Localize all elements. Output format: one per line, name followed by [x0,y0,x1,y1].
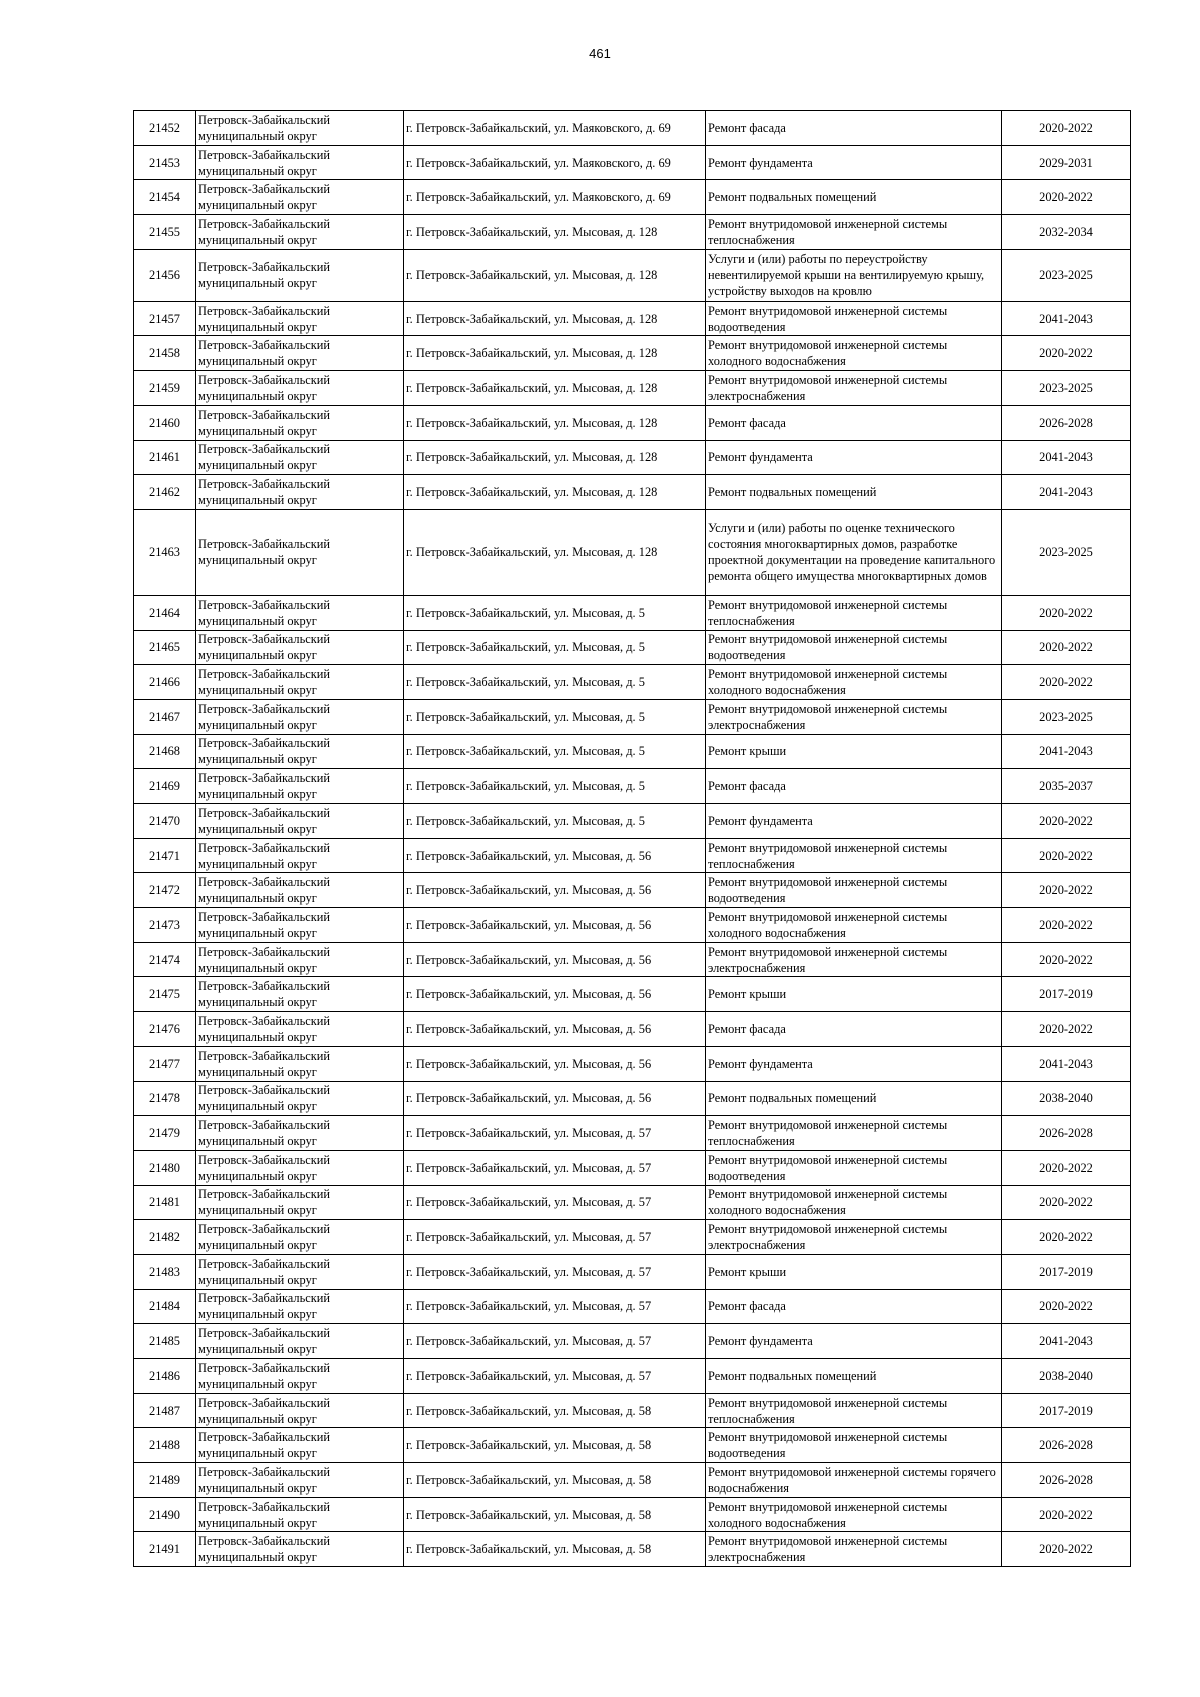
work-type-cell: Ремонт фасада [706,111,1002,146]
period-cell: 2020-2022 [1002,336,1131,371]
municipality-cell: Петровск-Забайкальский муниципальный округ [196,1289,404,1324]
period-cell: 2017-2019 [1002,1254,1131,1289]
work-type-cell: Ремонт внутридомовой инженерной системы горячего водоснабжения [706,1463,1002,1498]
address-cell: г. Петровск-Забайкальский, ул. Мысовая, д. 128 [404,475,706,510]
row-number-cell: 21472 [134,873,196,908]
table-row [134,1116,1131,1151]
address-cell: г. Петровск-Забайкальский, ул. Маяковского, д. 69 [404,145,706,180]
period-cell: 2020-2022 [1002,1012,1131,1047]
address-cell: г. Петровск-Забайкальский, ул. Мысовая, д. 5 [404,699,706,734]
municipality-cell: Петровск-Забайкальский муниципальный округ [196,405,404,440]
table-row [134,1254,1131,1289]
address-cell: г. Петровск-Забайкальский, ул. Мысовая, д. 56 [404,1012,706,1047]
row-number-cell: 21461 [134,440,196,475]
row-number-cell: 21475 [134,977,196,1012]
period-cell: 2020-2022 [1002,665,1131,700]
row-number-cell: 21470 [134,804,196,839]
period-cell: 2026-2028 [1002,1428,1131,1463]
table-row [134,630,1131,665]
address-cell: г. Петровск-Забайкальский, ул. Мысовая, д. 128 [404,405,706,440]
row-number-cell: 21482 [134,1220,196,1255]
period-cell: 2038-2040 [1002,1081,1131,1116]
period-cell: 2020-2022 [1002,838,1131,873]
municipality-cell: Петровск-Забайкальский муниципальный округ [196,1428,404,1463]
row-number-cell: 21465 [134,630,196,665]
municipality-cell: Петровск-Забайкальский муниципальный округ [196,1012,404,1047]
row-number-cell: 21455 [134,215,196,250]
address-cell: г. Петровск-Забайкальский, ул. Мысовая, д. 57 [404,1116,706,1151]
municipality-cell: Петровск-Забайкальский муниципальный округ [196,1150,404,1185]
row-number-cell: 21469 [134,769,196,804]
table-row [134,180,1131,215]
work-type-cell: Ремонт фундамента [706,1324,1002,1359]
row-number-cell: 21466 [134,665,196,700]
work-type-cell: Ремонт внутридомовой инженерной системы холодного водоснабжения [706,336,1002,371]
work-type-cell: Ремонт крыши [706,1254,1002,1289]
table-row [134,769,1131,804]
period-cell: 2023-2025 [1002,509,1131,595]
row-number-cell: 21484 [134,1289,196,1324]
period-cell: 2020-2022 [1002,1532,1131,1567]
work-type-cell: Ремонт внутридомовой инженерной системы теплоснабжения [706,838,1002,873]
municipality-cell: Петровск-Забайкальский муниципальный округ [196,336,404,371]
table-row [134,336,1131,371]
municipality-cell: Петровск-Забайкальский муниципальный округ [196,595,404,630]
municipality-cell: Петровск-Забайкальский муниципальный округ [196,977,404,1012]
table-row [134,1497,1131,1532]
period-cell: 2023-2025 [1002,249,1131,301]
period-cell: 2020-2022 [1002,873,1131,908]
row-number-cell: 21491 [134,1532,196,1567]
work-type-cell: Ремонт подвальных помещений [706,180,1002,215]
row-number-cell: 21456 [134,249,196,301]
work-type-cell: Ремонт фасада [706,405,1002,440]
work-type-cell: Ремонт внутридомовой инженерной системы теплоснабжения [706,215,1002,250]
municipality-cell: Петровск-Забайкальский муниципальный округ [196,1220,404,1255]
work-type-cell: Ремонт фасада [706,1012,1002,1047]
table-row [134,942,1131,977]
row-number-cell: 21486 [134,1359,196,1394]
address-cell: г. Петровск-Забайкальский, ул. Мысовая, д. 56 [404,977,706,1012]
period-cell: 2020-2022 [1002,111,1131,146]
row-number-cell: 21459 [134,371,196,406]
table-row [134,1324,1131,1359]
row-number-cell: 21453 [134,145,196,180]
table-row [134,595,1131,630]
period-cell: 2020-2022 [1002,1220,1131,1255]
row-number-cell: 21487 [134,1393,196,1428]
period-cell: 2023-2025 [1002,699,1131,734]
period-cell: 2038-2040 [1002,1359,1131,1394]
table-row [134,1393,1131,1428]
row-number-cell: 21488 [134,1428,196,1463]
period-cell: 2020-2022 [1002,630,1131,665]
address-cell: г. Петровск-Забайкальский, ул. Мысовая, д. 5 [404,630,706,665]
table-row [134,1359,1131,1394]
table-row [134,1012,1131,1047]
page-number: 461 [589,46,611,61]
work-type-cell: Ремонт подвальных помещений [706,1359,1002,1394]
period-cell: 2029-2031 [1002,145,1131,180]
table-row [134,371,1131,406]
municipality-cell: Петровск-Забайкальский муниципальный округ [196,1463,404,1498]
work-type-cell: Ремонт внутридомовой инженерной системы холодного водоснабжения [706,1497,1002,1532]
period-cell: 2041-2043 [1002,475,1131,510]
address-cell: г. Петровск-Забайкальский, ул. Мысовая, д. 128 [404,509,706,595]
row-number-cell: 21483 [134,1254,196,1289]
address-cell: г. Петровск-Забайкальский, ул. Мысовая, д. 57 [404,1359,706,1394]
municipality-cell: Петровск-Забайкальский муниципальный округ [196,1254,404,1289]
address-cell: г. Петровск-Забайкальский, ул. Мысовая, д. 58 [404,1393,706,1428]
work-type-cell: Ремонт внутридомовой инженерной системы теплоснабжения [706,1393,1002,1428]
work-type-cell: Услуги и (или) работы по оценке технического состояния многоквартирных домов, разработке проектной документации на проведение капитального ремонта общего имущества многоквартирных домов [706,509,1002,595]
table-row [134,1150,1131,1185]
table-row [134,908,1131,943]
period-cell: 2020-2022 [1002,1289,1131,1324]
address-cell: г. Петровск-Забайкальский, ул. Мысовая, д. 5 [404,804,706,839]
repair-schedule-table [133,110,1131,1567]
row-number-cell: 21477 [134,1046,196,1081]
address-cell: г. Петровск-Забайкальский, ул. Мысовая, д. 57 [404,1185,706,1220]
row-number-cell: 21479 [134,1116,196,1151]
municipality-cell: Петровск-Забайкальский муниципальный округ [196,769,404,804]
address-cell: г. Петровск-Забайкальский, ул. Мысовая, д. 128 [404,301,706,336]
address-cell: г. Петровск-Забайкальский, ул. Мысовая, д. 56 [404,1046,706,1081]
work-type-cell: Ремонт внутридомовой инженерной системы холодного водоснабжения [706,908,1002,943]
work-type-cell: Ремонт внутридомовой инженерной системы водоотведения [706,630,1002,665]
municipality-cell: Петровск-Забайкальский муниципальный округ [196,1532,404,1567]
period-cell: 2020-2022 [1002,1150,1131,1185]
table-row [134,804,1131,839]
address-cell: г. Петровск-Забайкальский, ул. Мысовая, д. 56 [404,908,706,943]
municipality-cell: Петровск-Забайкальский муниципальный округ [196,942,404,977]
work-type-cell: Ремонт фундамента [706,145,1002,180]
municipality-cell: Петровск-Забайкальский муниципальный округ [196,1324,404,1359]
table-row [134,977,1131,1012]
row-number-cell: 21476 [134,1012,196,1047]
municipality-cell: Петровск-Забайкальский муниципальный округ [196,665,404,700]
period-cell: 2041-2043 [1002,440,1131,475]
work-type-cell: Ремонт крыши [706,734,1002,769]
municipality-cell: Петровск-Забайкальский муниципальный округ [196,734,404,769]
address-cell: г. Петровск-Забайкальский, ул. Мысовая, д. 57 [404,1254,706,1289]
period-cell: 2035-2037 [1002,769,1131,804]
row-number-cell: 21489 [134,1463,196,1498]
period-cell: 2020-2022 [1002,595,1131,630]
table-row [134,665,1131,700]
row-number-cell: 21452 [134,111,196,146]
period-cell: 2026-2028 [1002,405,1131,440]
table-row [134,1289,1131,1324]
municipality-cell: Петровск-Забайкальский муниципальный округ [196,1497,404,1532]
municipality-cell: Петровск-Забайкальский муниципальный округ [196,1393,404,1428]
work-type-cell: Ремонт подвальных помещений [706,475,1002,510]
municipality-cell: Петровск-Забайкальский муниципальный округ [196,249,404,301]
address-cell: г. Петровск-Забайкальский, ул. Мысовая, д. 5 [404,665,706,700]
period-cell: 2020-2022 [1002,908,1131,943]
table-row [134,301,1131,336]
row-number-cell: 21481 [134,1185,196,1220]
address-cell: г. Петровск-Забайкальский, ул. Мысовая, д. 5 [404,595,706,630]
table-row [134,509,1131,595]
municipality-cell: Петровск-Забайкальский муниципальный округ [196,301,404,336]
address-cell: г. Петровск-Забайкальский, ул. Мысовая, д. 56 [404,1081,706,1116]
address-cell: г. Петровск-Забайкальский, ул. Мысовая, д. 5 [404,734,706,769]
table-row [134,1463,1131,1498]
work-type-cell: Ремонт фундамента [706,1046,1002,1081]
work-type-cell: Услуги и (или) работы по переустройству невентилируемой крыши на вентилируемую крышу, устройству выходов на кровлю [706,249,1002,301]
table-row [134,838,1131,873]
row-number-cell: 21474 [134,942,196,977]
work-type-cell: Ремонт фундамента [706,440,1002,475]
municipality-cell: Петровск-Забайкальский муниципальный округ [196,1116,404,1151]
address-cell: г. Петровск-Забайкальский, ул. Мысовая, д. 57 [404,1220,706,1255]
municipality-cell: Петровск-Забайкальский муниципальный округ [196,1081,404,1116]
municipality-cell: Петровск-Забайкальский муниципальный округ [196,475,404,510]
address-cell: г. Петровск-Забайкальский, ул. Мысовая, д. 58 [404,1497,706,1532]
municipality-cell: Петровск-Забайкальский муниципальный округ [196,145,404,180]
period-cell: 2017-2019 [1002,1393,1131,1428]
work-type-cell: Ремонт внутридомовой инженерной системы электроснабжения [706,1532,1002,1567]
address-cell: г. Петровск-Забайкальский, ул. Мысовая, д. 58 [404,1428,706,1463]
municipality-cell: Петровск-Забайкальский муниципальный округ [196,111,404,146]
address-cell: г. Петровск-Забайкальский, ул. Мысовая, д. 58 [404,1532,706,1567]
table-row [134,699,1131,734]
address-cell: г. Петровск-Забайкальский, ул. Мысовая, д. 56 [404,838,706,873]
work-type-cell: Ремонт внутридомовой инженерной системы водоотведения [706,1428,1002,1463]
period-cell: 2017-2019 [1002,977,1131,1012]
row-number-cell: 21468 [134,734,196,769]
period-cell: 2020-2022 [1002,1185,1131,1220]
address-cell: г. Петровск-Забайкальский, ул. Мысовая, д. 128 [404,249,706,301]
municipality-cell: Петровск-Забайкальский муниципальный округ [196,699,404,734]
address-cell: г. Петровск-Забайкальский, ул. Маяковского, д. 69 [404,180,706,215]
address-cell: г. Петровск-Забайкальский, ул. Маяковского, д. 69 [404,111,706,146]
table-row [134,405,1131,440]
table-row [134,1220,1131,1255]
municipality-cell: Петровск-Забайкальский муниципальный округ [196,509,404,595]
work-type-cell: Ремонт внутридомовой инженерной системы водоотведения [706,873,1002,908]
table-row [134,734,1131,769]
period-cell: 2032-2034 [1002,215,1131,250]
table-row [134,111,1131,146]
address-cell: г. Петровск-Забайкальский, ул. Мысовая, д. 128 [404,215,706,250]
work-type-cell: Ремонт внутридомовой инженерной системы холодного водоснабжения [706,665,1002,700]
row-number-cell: 21485 [134,1324,196,1359]
address-cell: г. Петровск-Забайкальский, ул. Мысовая, д. 57 [404,1289,706,1324]
municipality-cell: Петровск-Забайкальский муниципальный округ [196,1046,404,1081]
period-cell: 2020-2022 [1002,1497,1131,1532]
table-row [134,873,1131,908]
address-cell: г. Петровск-Забайкальский, ул. Мысовая, д. 128 [404,371,706,406]
work-type-cell: Ремонт фасада [706,1289,1002,1324]
work-type-cell: Ремонт внутридомовой инженерной системы электроснабжения [706,1220,1002,1255]
row-number-cell: 21471 [134,838,196,873]
work-type-cell: Ремонт внутридомовой инженерной системы электроснабжения [706,371,1002,406]
row-number-cell: 21457 [134,301,196,336]
period-cell: 2041-2043 [1002,1046,1131,1081]
period-cell: 2041-2043 [1002,301,1131,336]
period-cell: 2020-2022 [1002,942,1131,977]
period-cell: 2041-2043 [1002,1324,1131,1359]
municipality-cell: Петровск-Забайкальский муниципальный округ [196,440,404,475]
table-row [134,1532,1131,1567]
period-cell: 2023-2025 [1002,371,1131,406]
work-type-cell: Ремонт внутридомовой инженерной системы теплоснабжения [706,595,1002,630]
row-number-cell: 21460 [134,405,196,440]
row-number-cell: 21473 [134,908,196,943]
work-type-cell: Ремонт внутридомовой инженерной системы водоотведения [706,1150,1002,1185]
table-row [134,249,1131,301]
row-number-cell: 21490 [134,1497,196,1532]
period-cell: 2020-2022 [1002,180,1131,215]
table-row [134,215,1131,250]
address-cell: г. Петровск-Забайкальский, ул. Мысовая, д. 5 [404,769,706,804]
table-row [134,440,1131,475]
row-number-cell: 21458 [134,336,196,371]
municipality-cell: Петровск-Забайкальский муниципальный округ [196,908,404,943]
period-cell: 2026-2028 [1002,1116,1131,1151]
municipality-cell: Петровск-Забайкальский муниципальный округ [196,371,404,406]
work-type-cell: Ремонт внутридомовой инженерной системы теплоснабжения [706,1116,1002,1151]
address-cell: г. Петровск-Забайкальский, ул. Мысовая, д. 128 [404,336,706,371]
work-type-cell: Ремонт подвальных помещений [706,1081,1002,1116]
municipality-cell: Петровск-Забайкальский муниципальный округ [196,180,404,215]
work-type-cell: Ремонт внутридомовой инженерной системы холодного водоснабжения [706,1185,1002,1220]
table-row [134,475,1131,510]
work-type-cell: Ремонт фасада [706,769,1002,804]
row-number-cell: 21463 [134,509,196,595]
table-row [134,1081,1131,1116]
table-row [134,1185,1131,1220]
municipality-cell: Петровск-Забайкальский муниципальный округ [196,630,404,665]
municipality-cell: Петровск-Забайкальский муниципальный округ [196,1359,404,1394]
row-number-cell: 21462 [134,475,196,510]
period-cell: 2026-2028 [1002,1463,1131,1498]
address-cell: г. Петровск-Забайкальский, ул. Мысовая, д. 56 [404,942,706,977]
municipality-cell: Петровск-Забайкальский муниципальный округ [196,804,404,839]
period-cell: 2041-2043 [1002,734,1131,769]
row-number-cell: 21480 [134,1150,196,1185]
work-type-cell: Ремонт внутридомовой инженерной системы электроснабжения [706,942,1002,977]
address-cell: г. Петровск-Забайкальский, ул. Мысовая, д. 58 [404,1463,706,1498]
address-cell: г. Петровск-Забайкальский, ул. Мысовая, д. 56 [404,873,706,908]
municipality-cell: Петровск-Забайкальский муниципальный округ [196,1185,404,1220]
row-number-cell: 21478 [134,1081,196,1116]
table-body [134,111,1131,1567]
work-type-cell: Ремонт внутридомовой инженерной системы электроснабжения [706,699,1002,734]
period-cell: 2020-2022 [1002,804,1131,839]
table-row [134,145,1131,180]
row-number-cell: 21467 [134,699,196,734]
table-row [134,1046,1131,1081]
work-type-cell: Ремонт внутридомовой инженерной системы водоотведения [706,301,1002,336]
work-type-cell: Ремонт фундамента [706,804,1002,839]
municipality-cell: Петровск-Забайкальский муниципальный округ [196,215,404,250]
work-type-cell: Ремонт крыши [706,977,1002,1012]
address-cell: г. Петровск-Забайкальский, ул. Мысовая, д. 57 [404,1324,706,1359]
municipality-cell: Петровск-Забайкальский муниципальный округ [196,873,404,908]
address-cell: г. Петровск-Забайкальский, ул. Мысовая, д. 57 [404,1150,706,1185]
municipality-cell: Петровск-Забайкальский муниципальный округ [196,838,404,873]
table-row [134,1428,1131,1463]
row-number-cell: 21464 [134,595,196,630]
row-number-cell: 21454 [134,180,196,215]
address-cell: г. Петровск-Забайкальский, ул. Мысовая, д. 128 [404,440,706,475]
